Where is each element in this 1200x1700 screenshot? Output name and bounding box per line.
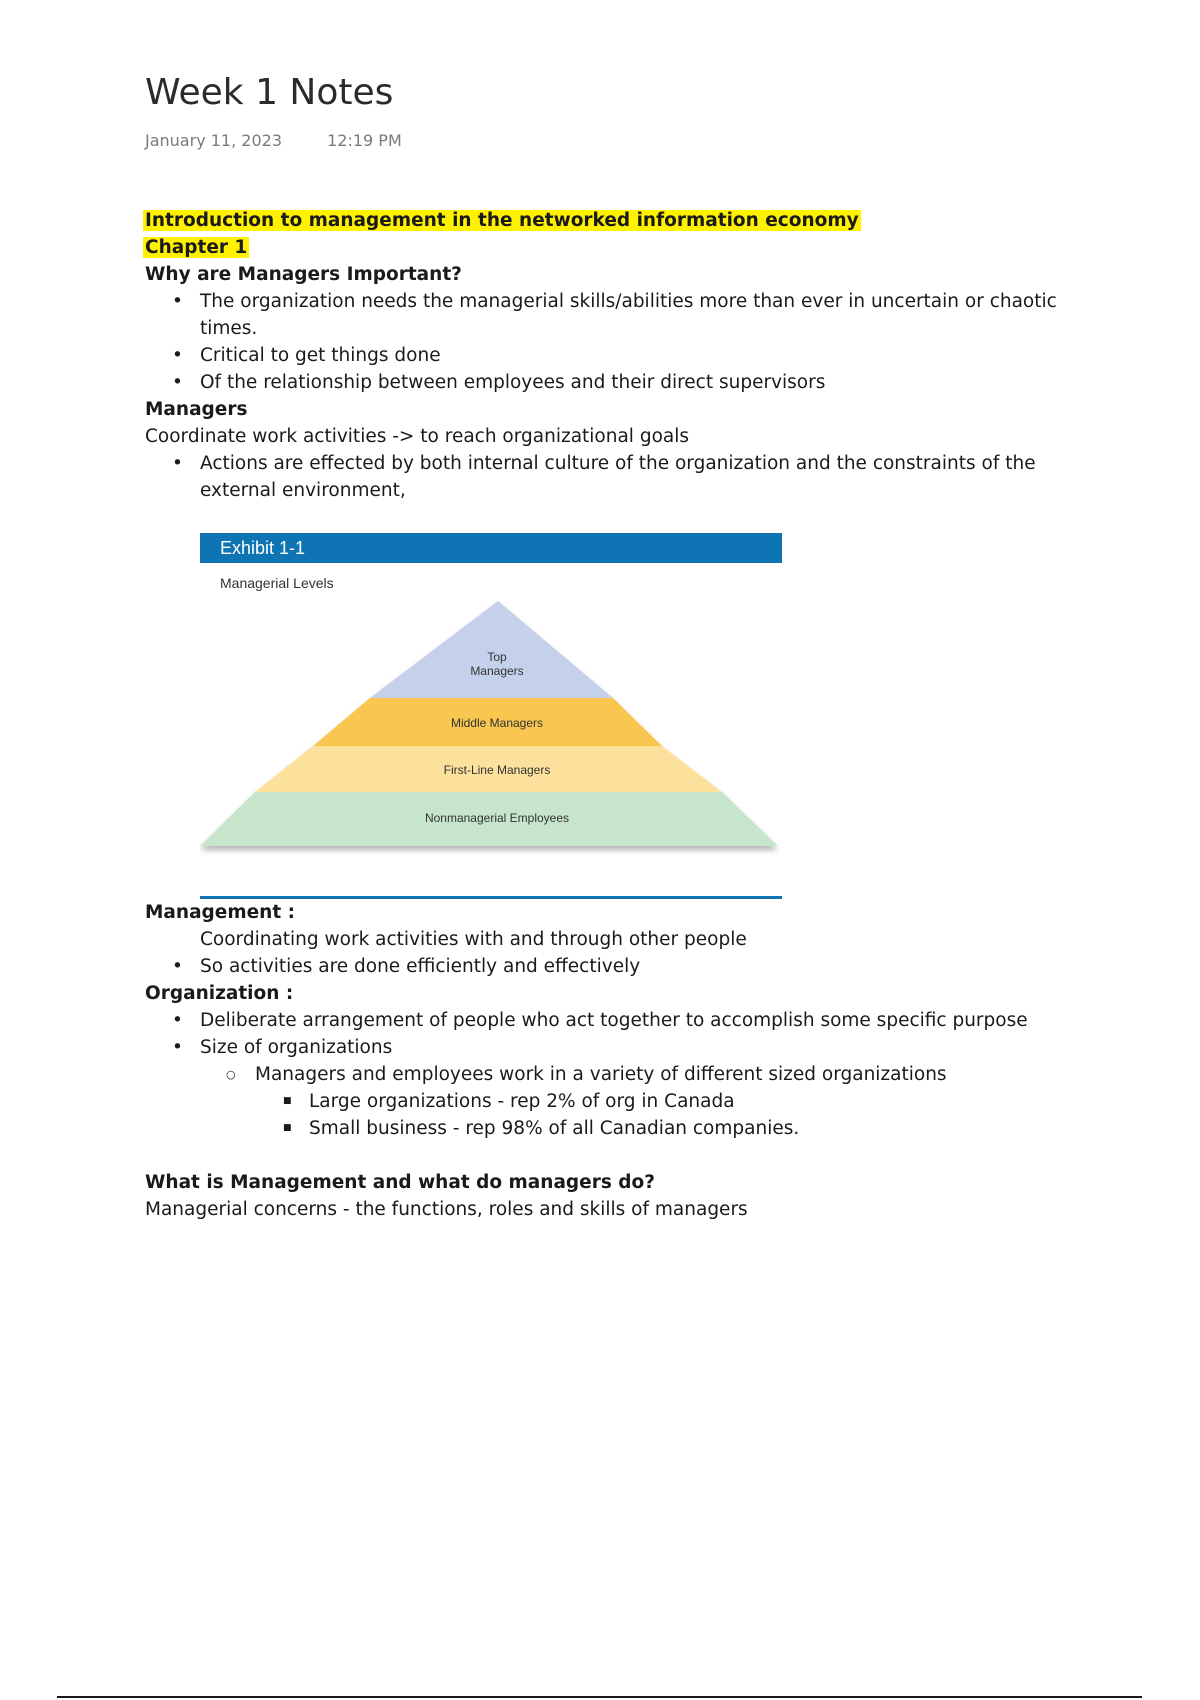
exhibit-subtitle: Managerial Levels [220,575,334,591]
level-first-line: First-Line Managers [443,763,551,777]
note-time: 12:19 PM [327,131,402,150]
management-heading: Management : [145,902,296,923]
organization-heading: Organization : [145,983,294,1004]
level-top-line2: Managers [470,664,524,678]
note-date: January 11, 2023 [145,131,282,150]
why-list [145,288,1105,396]
list-item: • The organization needs the managerial skills/abilities more than ever in uncertain or chaotic times. [145,288,1090,342]
list-subsubitem: ■ Large organizations - rep 2% of org in Canada [145,1088,1105,1115]
managerial-pyramid [200,593,782,893]
intro-heading: Introduction to management in the networked information economy [145,210,859,231]
list-item: • Critical to get things done [145,342,1105,369]
exhibit-figure [200,533,782,899]
list-item: • Deliberate arrangement of people who act together to accomplish some specific purpose [145,1007,1105,1034]
level-top-line1: Top [487,650,507,664]
note-timestamp [145,131,402,150]
list-item: • So activities are done efficiently and effectively [145,953,1105,980]
list-item: • Size of organizations [145,1034,1105,1061]
why-heading: Why are Managers Important? [145,264,462,285]
management-text: Coordinating work activities with and through other people [200,929,747,950]
list-subitem: ○ Managers and employees work in a variety of different sized organizations [145,1061,1105,1088]
list-subsubitem: ■ Small business - rep 98% of all Canadian companies. [145,1115,1105,1142]
list-item: • Of the relationship between employees and their direct supervisors [145,369,1105,396]
level-middle: Middle Managers [450,716,544,730]
exhibit-bottom-rule [200,896,782,899]
page-bottom-rule [57,1696,1142,1698]
list-item: • Actions are effected by both internal culture of the organization and the constraints of the external environment, [145,450,1090,504]
management-list [145,953,1105,980]
chapter-heading: Chapter 1 [145,237,248,258]
managers-heading: Managers [145,399,248,420]
managers-text: Coordinate work activities -> to reach organizational goals [145,426,689,447]
organization-list [145,1007,1105,1142]
managers-list [145,450,1105,504]
exhibit-label: Exhibit 1-1 [200,533,782,563]
what-text: Managerial concerns - the functions, roles and skills of managers [145,1199,748,1220]
level-nonmanagerial: Nonmanagerial Employees [424,811,570,825]
page-title: Week 1 Notes [145,72,394,113]
what-heading: What is Management and what do managers do? [145,1172,655,1193]
